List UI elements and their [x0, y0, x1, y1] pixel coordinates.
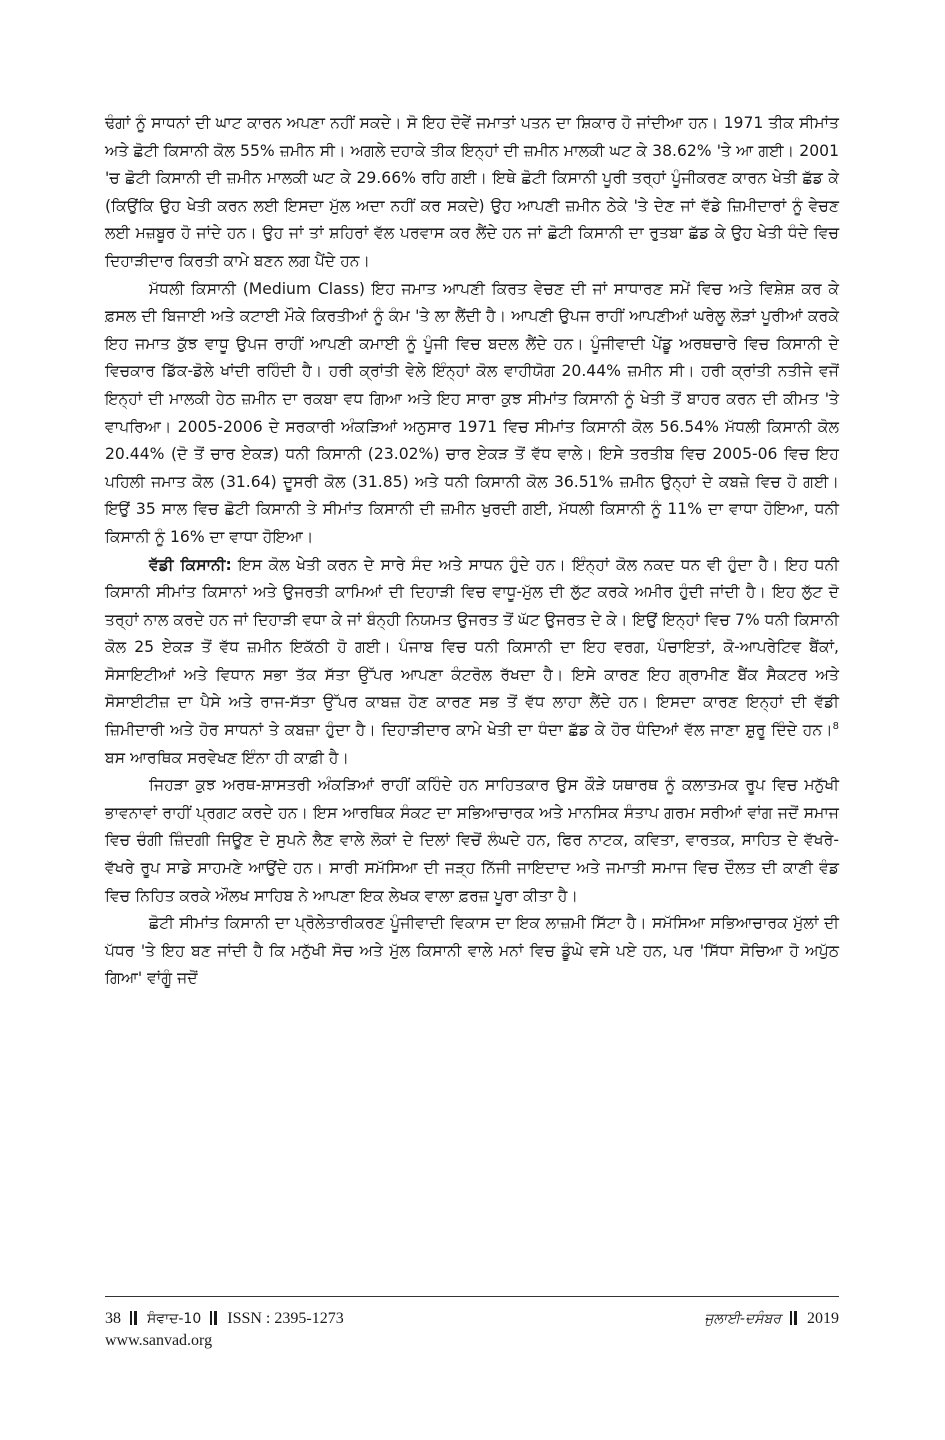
footnote-marker: 8: [832, 720, 839, 732]
paragraph-1-text: ਢੰਗਾਂ ਨੂੰ ਸਾਧਨਾਂ ਦੀ ਘਾਟ ਕਾਰਨ ਅਪਣਾ ਨਹੀਂ ਸਕਦੇ। ਸੋ ਇਹ ਦੋਵੇਂ ਜਮਾਤਾਂ ਪਤਨ ਦਾ ਸ਼ਿਕਾਰ ਹੋ ਜਾਂਦੀਆ ਹਨ। 1971 ਤੀਕ ਸੀਮਾਂਤ ਅਤੇ ਛੋਟੀ ਕਿਸਾਨੀ ਕੋਲ 55% ਜ਼ਮੀਨ ਸੀ। ਅਗਲੇ ਦਹਾਕੇ ਤੀਕ ਇਨ੍ਹਾਂ ਦੀ ਜ਼ਮੀਨ ਮਾਲਕੀ ਘਟ ਕੇ 38.62% 'ਤੇ ਆ ਗਈ। 2001 'ਚ ਛੋਟੀ ਕਿਸਾਨੀ ਦੀ ਜ਼ਮੀਨ ਮਾਲਕੀ ਘਟ ਕੇ 29.66% ਰਹਿ ਗਈ। ਇਥੇ ਛੋਟੀ ਕਿਸਾਨੀ ਪੂਰੀ ਤਰ੍ਹਾਂ ਪੂੰਜੀਕਰਣ ਕਾਰਨ ਖੇਤੀ ਛੱਡ ਕੇ (ਕਿਉਂਕਿ ਉਹ ਖੇਤੀ ਕਰਨ ਲਈ ਇਸਦਾ ਮੁੱਲ ਅਦਾ ਨਹੀਂ ਕਰ ਸਕਦੇ) ਉਹ ਆਪਣੀ ਜ਼ਮੀਨ ਠੇਕੇ 'ਤੇ ਦੇਣ ਜਾਂ ਵੱਡੇ ਜ਼ਿਮੀਦਾਰਾਂ ਨੂੰ ਵੇਚਣ ਲਈ ਮਜ਼ਬੂਰ ਹੋ ਜਾਂਦੇ ਹਨ। ਉਹ ਜਾਂ ਤਾਂ ਸ਼ਹਿਰਾਂ ਵੱਲ ਪਰਵਾਸ ਕਰ ਲੈਂਦੇ ਹਨ ਜਾਂ ਛੋਟੀ ਕਿਸਾਨੀ ਦਾ ਰੁਤਬਾ ਛੱਡ ਕੇ ਉਹ ਖੇਤੀ ਧੰਦੇ ਵਿਚ ਦਿਹਾੜੀਦਾਰ ਕਿਰਤੀ ਕਾਮੇ ਬਣਨ ਲਗ ਪੈਂਦੇ ਹਨ।: [105, 114, 839, 270]
footer-divider: [105, 1296, 839, 1297]
paragraph-4-text: ਜਿਹੜਾ ਕੁਝ ਅਰਥ-ਸ਼ਾਸਤਰੀ ਅੰਕੜਿਆਂ ਰਾਹੀਂ ਕਹਿੰਦੇ ਹਨ ਸਾਹਿਤਕਾਰ ਉਸ ਕੌੜੇ ਯਥਾਰਥ ਨੂੰ ਕਲਾਤਮਕ ਰੂਪ ਵਿਚ ਮਨੁੱਖੀ ਭਾਵਨਾਵਾਂ ਰਾਹੀਂ ਪ੍ਰਗਟ ਕਰਦੇ ਹਨ। ਇਸ ਆਰਥਿਕ ਸੰਕਟ ਦਾ ਸਭਿਆਚਾਰਕ ਅਤੇ ਮਾਨਸਿਕ ਸੰਤਾਪ ਗਰਮ ਸਰੀਆਂ ਵਾਂਗ ਜਦੋਂ ਸਮਾਜ ਵਿਚ ਚੰਗੀ ਜ਼ਿੰਦਗੀ ਜਿਊਣ ਦੇ ਸੁਪਨੇ ਲੈਣ ਵਾਲੇ ਲੋਕਾਂ ਦੇ ਦਿਲਾਂ ਵਿਚੋਂ ਲੰਘਦੇ ਹਨ, ਫਿਰ ਨਾਟਕ, ਕਵਿਤਾ, ਵਾਰਤਕ, ਸਾਹਿਤ ਦੇ ਵੱਖਰੇ-ਵੱਖਰੇ ਰੂਪ ਸਾਡੇ ਸਾਹਮਣੇ ਆਉਂਦੇ ਹਨ। ਸਾਰੀ ਸਮੱਸਿਆ ਦੀ ਜੜ੍ਹ ਨਿੱਜੀ ਜਾਇਦਾਦ ਅਤੇ ਜਮਾਤੀ ਸਮਾਜ ਵਿਚ ਦੌਲਤ ਦੀ ਕਾਣੀ ਵੰਡ ਵਿਚ ਨਿਹਿਤ ਕਰਕੇ ਔਲਖ ਸਾਹਿਬ ਨੇ ਆਪਣਾ ਇਕ ਲੇਖਕ ਵਾਲਾ ਫ਼ਰਜ਼ ਪੂਰਾ ਕੀਤਾ ਹੈ।: [105, 776, 839, 905]
footer-left: [105, 1308, 344, 1351]
separator-icon: [209, 1311, 219, 1325]
journal-issue: ਸੰਵਾਦ-10: [147, 1311, 202, 1327]
paragraph-2-text: ਮੱਧਲੀ ਕਿਸਾਨੀ (Medium Class) ਇਹ ਜਮਾਤ ਆਪਣੀ ਕਿਰਤ ਵੇਚਣ ਦੀ ਜਾਂ ਸਾਧਾਰਣ ਸਮੇਂ ਵਿਚ ਅਤੇ ਵਿਸ਼ੇਸ਼ ਕਰ ਕੇ ਫ਼ਸਲ ਦੀ ਬਿਜਾਈ ਅਤੇ ਕਟਾਈ ਮੌਕੇ ਕਿਰਤੀਆਂ ਨੂੰ ਕੰਮ 'ਤੇ ਲਾ ਲੈਂਦੀ ਹੈ। ਆਪਣੀ ਉਪਜ ਰਾਹੀਂ ਆਪਣੀਆਂ ਘਰੇਲੂ ਲੋੜਾਂ ਪੂਰੀਆਂ ਕਰਕੇ ਇਹ ਜਮਾਤ ਕੁੱਝ ਵਾਧੂ ਉਪਜ ਰਾਹੀਂ ਆਪਣੀ ਕਮਾਈ ਨੂੰ ਪੂੰਜੀ ਵਿਚ ਬਦਲ ਲੈਂਦੇ ਹਨ। ਪੂੰਜੀਵਾਦੀ ਪੇਂਡੂ ਅਰਥਚਾਰੇ ਵਿਚ ਕਿਸਾਨੀ ਦੇ ਵਿਚਕਾਰ ਡਿੱਕ-ਡੋਲੇ ਖਾਂਦੀ ਰਹਿੰਦੀ ਹੈ। ਹਰੀ ਕ੍ਰਾਂਤੀ ਵੇਲੇ ਇੰਨ੍ਹਾਂ ਕੋਲ ਵਾਹੀਯੋਗ 20.44% ਜ਼ਮੀਨ ਸੀ। ਹਰੀ ਕ੍ਰਾਂਤੀ ਨਤੀਜੇ ਵਜੋਂ ਇਨ੍ਹਾਂ ਦੀ ਮਾਲਕੀ ਹੇਠ ਜ਼ਮੀਨ ਦਾ ਰਕਬਾ ਵਧ ਗਿਆ ਅਤੇ ਇਹ ਸਾਰਾ ਕੁਝ ਸੀਮਾਂਤ ਕਿਸਾਨੀ ਨੂੰ ਖੇਤੀ ਤੋਂ ਬਾਹਰ ਕਰਨ ਦੀ ਕੀਮਤ 'ਤੇ ਵਾਪਰਿਆ। 2005-2006 ਦੇ ਸਰਕਾਰੀ ਅੰਕੜਿਆਂ ਅਨੁਸਾਰ 1971 ਵਿਚ ਸੀਮਾਂਤ ਕਿਸਾਨੀ ਕੋਲ 56.54% ਮੱਧਲੀ ਕਿਸਾਨੀ ਕੋਲ 20.44% (ਦੋ ਤੋਂ ਚਾਰ ਏਕੜ) ਧਨੀ ਕਿਸਾਨੀ (23.02%) ਚਾਰ ਏਕੜ ਤੋਂ ਵੱਧ ਵਾਲੇ। ਇਸੇ ਤਰਤੀਬ ਵਿਚ 2005-06 ਵਿਚ ਇਹ ਪਹਿਲੀ ਜਮਾਤ ਕੋਲ (31.64) ਦੂਸਰੀ ਕੋਲ (31.85) ਅਤੇ ਧਨੀ ਕਿਸਾਨੀ ਕੋਲ 36.51% ਜ਼ਮੀਨ ਉਨ੍ਹਾਂ ਦੇ ਕਬਜ਼ੇ ਵਿਚ ਹੋ ਗਈ। ਇਉਂ 35 ਸਾਲ ਵਿਚ ਛੋਟੀ ਕਿਸਾਨੀ ਤੇ ਸੀਮਾਂਤ ਕਿਸਾਨੀ ਦੀ ਜ਼ਮੀਨ ਖੁਰਦੀ ਗਈ, ਮੱਧਲੀ ਕਿਸਾਨੀ ਨੂੰ 11% ਦਾ ਵਾਧਾ ਹੋਇਆ, ਧਨੀ ਕਿਸਾਨੀ ਨੂੰ 16% ਦਾ ਵਾਧਾ ਹੋਇਆ।: [105, 279, 839, 546]
page-number: 38: [105, 1310, 121, 1327]
paragraph-3-tail: ਬਸ ਆਰਥਿਕ ਸਰਵੇਖਣ ਇੰਨਾ ਹੀ ਕਾਫ਼ੀ ਹੈ।: [105, 748, 350, 767]
paragraph-3-text: ਇਸ ਕੋਲ ਖੇਤੀ ਕਰਨ ਦੇ ਸਾਰੇ ਸੰਦ ਅਤੇ ਸਾਧਨ ਹੁੰਦੇ ਹਨ। ਇੰਨ੍ਹਾਂ ਕੋਲ ਨਕਦ ਧਨ ਵੀ ਹੁੰਦਾ ਹੈ। ਇਹ ਧਨੀ ਕਿਸਾਨੀ ਸੀਮਾਂਤ ਕਿਸਾਨਾਂ ਅਤੇ ਉਜਰਤੀ ਕਾਮਿਆਂ ਦੀ ਦਿਹਾੜੀ ਵਿਚ ਵਾਧੂ-ਮੁੱਲ ਦੀ ਲੁੱਟ ਕਰਕੇ ਅਮੀਰ ਹੁੰਦੀ ਜਾਂਦੀ ਹੈ। ਇਹ ਲੁੱਟ ਦੋ ਤਰ੍ਹਾਂ ਨਾਲ ਕਰਦੇ ਹਨ ਜਾਂ ਦਿਹਾੜੀ ਵਧਾ ਕੇ ਜਾਂ ਬੰਨ੍ਹੀ ਨਿਯਮਤ ਉਜਰਤ ਤੋਂ ਘੱਟ ਉਜਰਤ ਦੇ ਕੇ। ਇਉਂ ਇਨ੍ਹਾਂ ਵਿਚ 7% ਧਨੀ ਕਿਸਾਨੀ ਕੋਲ 25 ਏਕੜ ਤੋਂ ਵੱਧ ਜ਼ਮੀਨ ਇਕੱਠੀ ਹੋ ਗਈ। ਪੰਜਾਬ ਵਿਚ ਧਨੀ ਕਿਸਾਨੀ ਦਾ ਇਹ ਵਰਗ, ਪੰਚਾਇਤਾਂ, ਕੋ-ਆਪਰੇਟਿਵ ਬੈਂਕਾਂ, ਸੋਸਾਇਟੀਆਂ ਅਤੇ ਵਿਧਾਨ ਸਭਾ ਤੱਕ ਸੱਤਾ ਉੱਪਰ ਆਪਣਾ ਕੰਟਰੋਲ ਰੱਖਦਾ ਹੈ। ਇਸੇ ਕਾਰਣ ਇਹ ਗ੍ਰਾਮੀਣ ਬੈਂਕ ਸੈਕਟਰ ਅਤੇ ਸੋਸਾਈਟੀਜ਼ ਦਾ ਪੈਸੇ ਅਤੇ ਰਾਜ-ਸੱਤਾ ਉੱਪਰ ਕਾਬਜ਼ ਹੋਣ ਕਾਰਣ ਸਭ ਤੋਂ ਵੱਧ ਲਾਹਾ ਲੈਂਦੇ ਹਨ। ਇਸਦਾ ਕਾਰਣ ਇਨ੍ਹਾਂ ਦੀ ਵੱਡੀ ਜ਼ਿਮੀਦਾਰੀ ਅਤੇ ਹੋਰ ਸਾਧਨਾਂ ਤੇ ਕਬਜ਼ਾ ਹੁੰਦਾ ਹੈ। ਦਿਹਾੜੀਦਾਰ ਕਾਮੇ ਖੇਤੀ ਦਾ ਧੰਦਾ ਛੱਡ ਕੇ ਹੋਰ ਧੰਦਿਆਂ ਵੱਲ ਜਾਣਾ ਸ਼ੁਰੂ ਦਿੰਦੇ ਹਨ।: [105, 555, 839, 740]
issn: ISSN : 2395-1273: [227, 1310, 344, 1327]
article-body: [105, 110, 839, 993]
paragraph-1: [105, 110, 839, 276]
paragraph-5: [105, 910, 839, 993]
separator-icon: [789, 1311, 799, 1325]
issue-year: 2019: [807, 1310, 839, 1327]
separator-icon: [129, 1311, 139, 1325]
paragraph-2: [105, 276, 839, 552]
website-link[interactable]: www.sanvad.org: [105, 1332, 213, 1349]
paragraph-5-text: ਛੋਟੀ ਸੀਮਾਂਤ ਕਿਸਾਨੀ ਦਾ ਪ੍ਰੋਲੇਤਾਰੀਕਰਣ ਪੂੰਜੀਵਾਦੀ ਵਿਕਾਸ ਦਾ ਇਕ ਲਾਜ਼ਮੀ ਸਿੱਟਾ ਹੈ। ਸਮੱਸਿਆ ਸਭਿਆਚਾਰਕ ਮੁੱਲਾਂ ਦੀ ਪੱਧਰ 'ਤੇ ਇਹ ਬਣ ਜਾਂਦੀ ਹੈ ਕਿ ਮਨੁੱਖੀ ਸੋਚ ਅਤੇ ਮੁੱਲ ਕਿਸਾਨੀ ਵਾਲੇ ਮਨਾਂ ਵਿਚ ਡੂੰਘੇ ਵਸੇ ਪਏ ਹਨ, ਪਰ 'ਸਿੱਧਾ ਸੋਚਿਆ ਹੋ ਅਪੁੱਠ ਗਿਆ' ਵਾਂਗੂੰ ਜਦੋਂ: [105, 914, 839, 988]
paragraph-3: [105, 552, 839, 773]
section-lead-heading: ਵੱਡੀ ਕਿਸਾਨੀ:: [149, 555, 232, 574]
issue-months: ਜੁਲਾਈ-ਦਸੰਬਰ: [704, 1311, 781, 1327]
footer-right: [704, 1308, 839, 1330]
paragraph-4: [105, 772, 839, 910]
